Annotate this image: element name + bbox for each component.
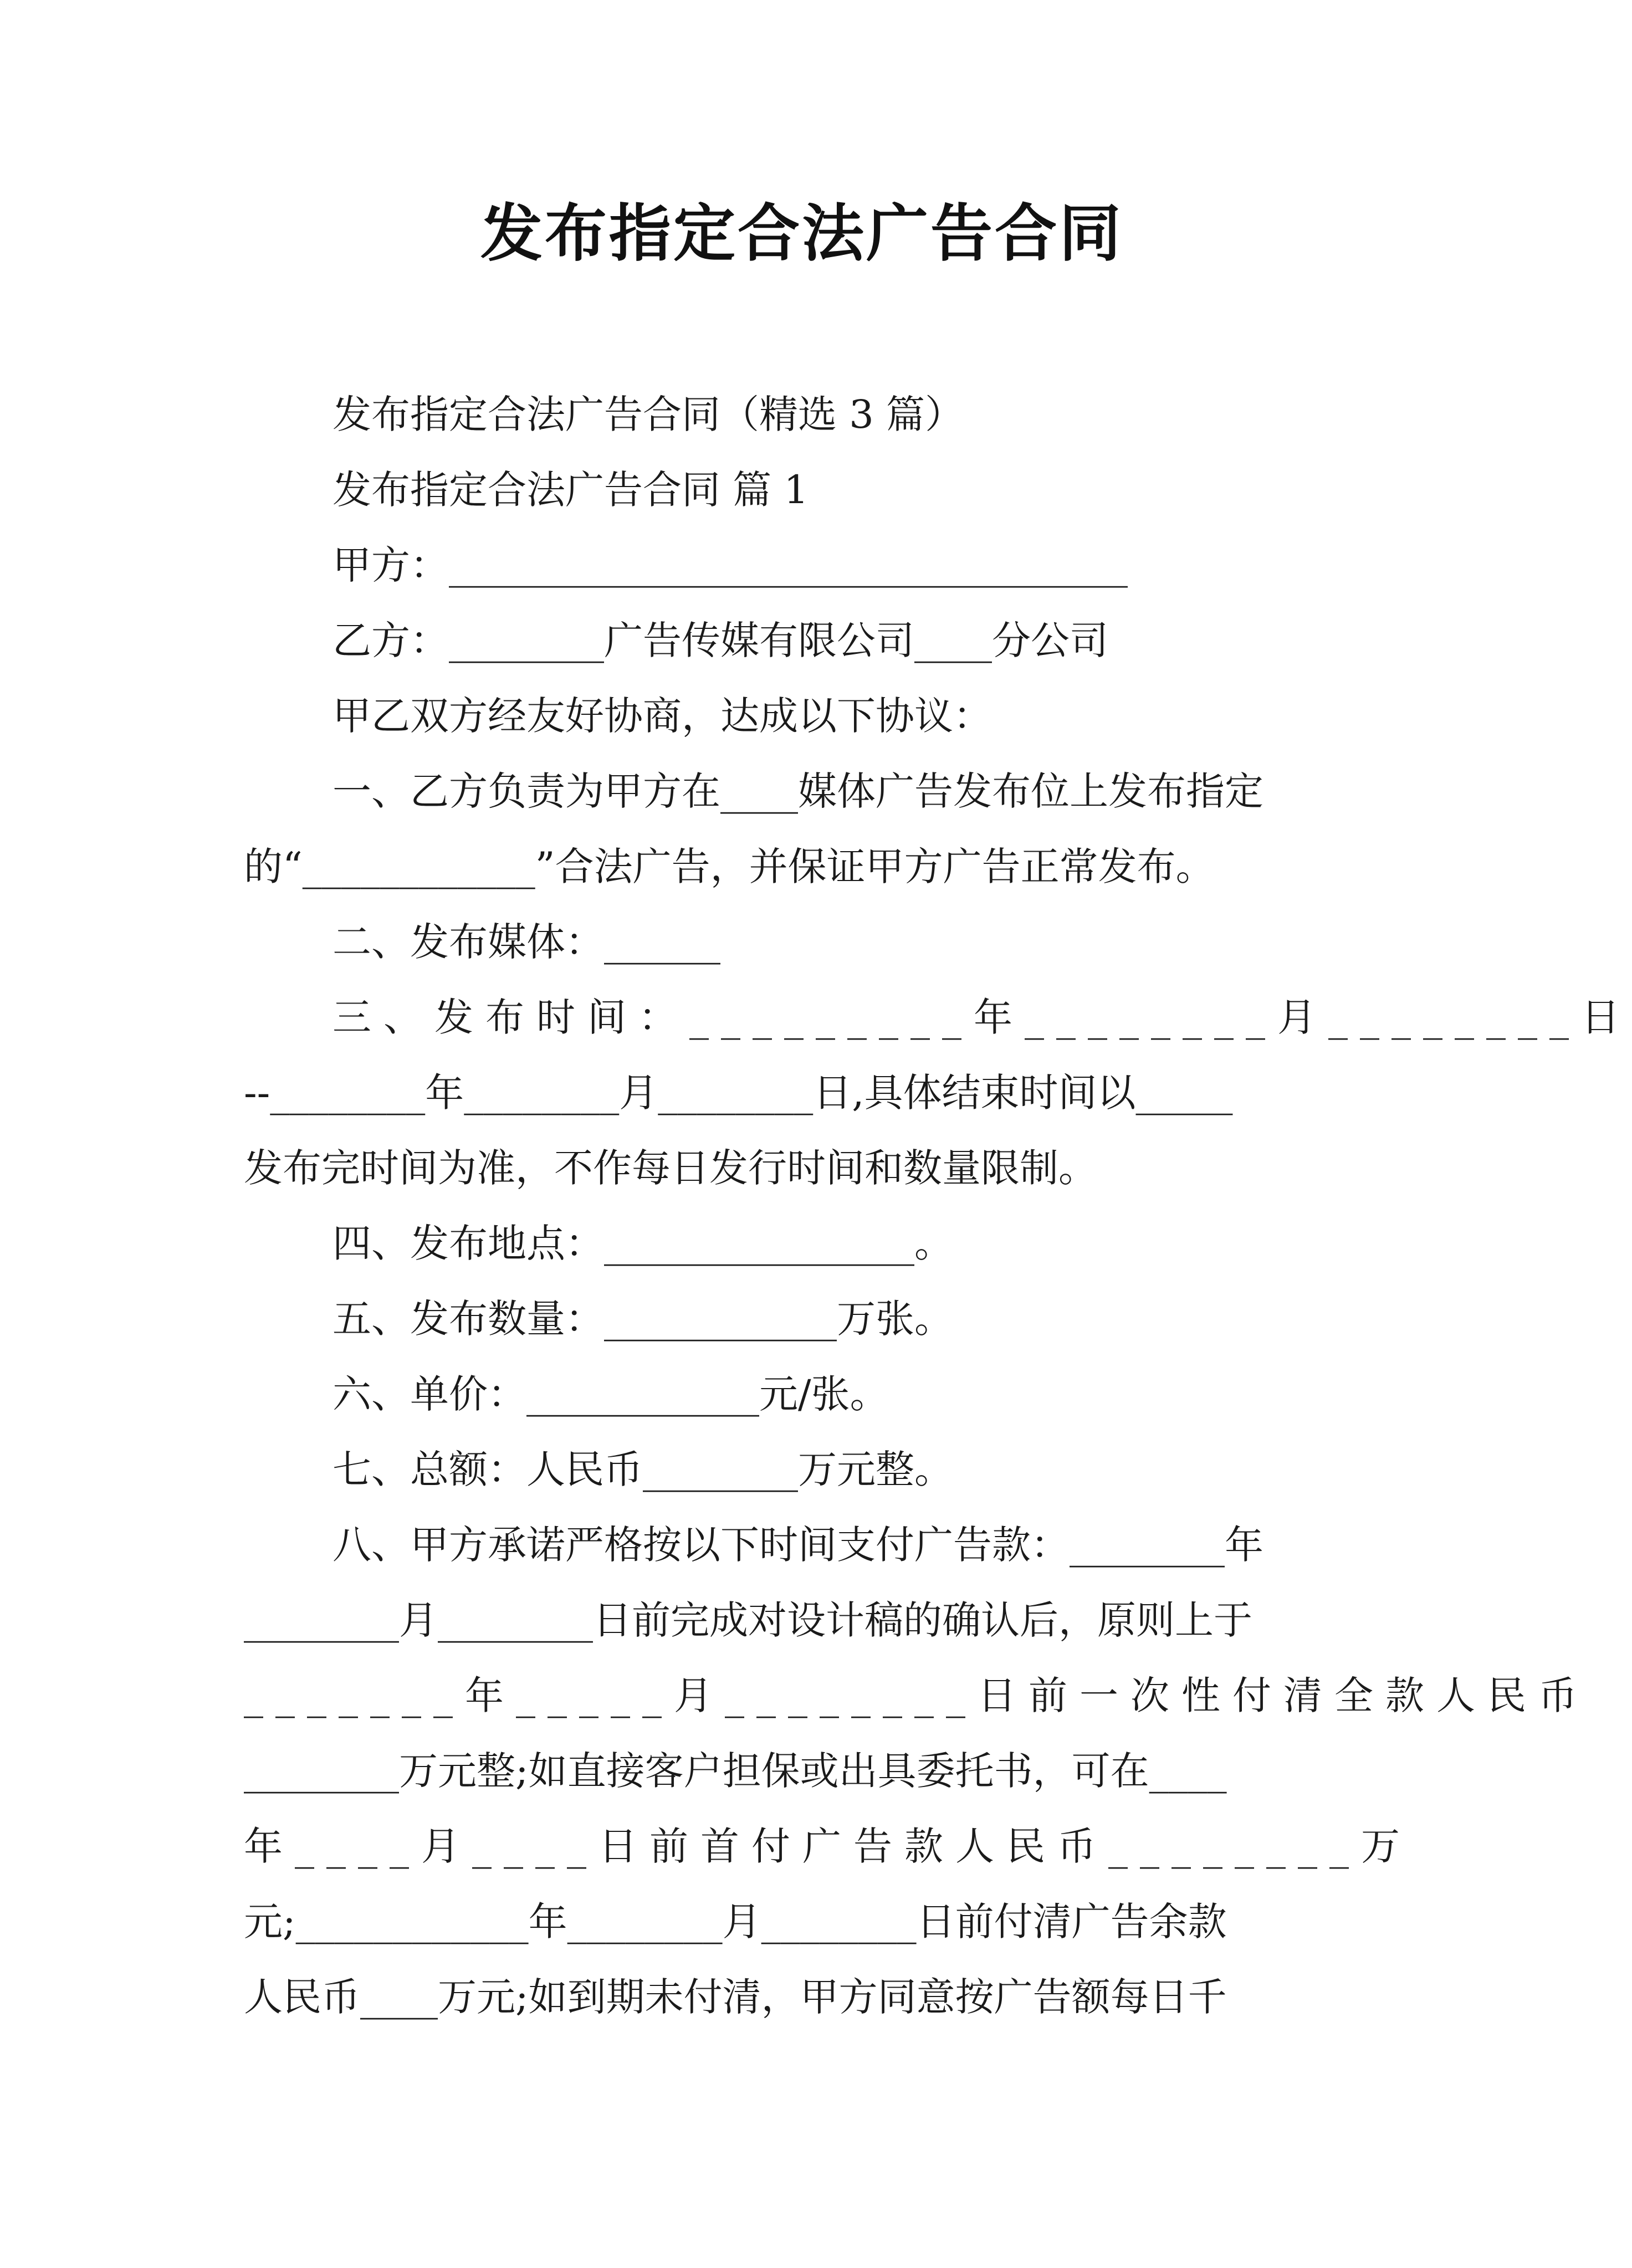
clause-1-line-1: 一、乙方负责为甲方在____媒体广告发布位上发布指定 bbox=[332, 769, 1263, 814]
document-title: 发布指定合法广告合同 bbox=[480, 198, 1123, 270]
clause-6-line: 六、单价：____________元/张。 bbox=[332, 1371, 889, 1417]
clause-7-line: 七、总额：人民币________万元整。 bbox=[332, 1447, 953, 1492]
clause-8-line-1: 八、甲方承诺严格按以下时间支付广告款：________年 bbox=[332, 1522, 1263, 1568]
clause-8-line-3: _______年_____月________日前一次性付清全款人民币 bbox=[244, 1673, 1589, 1718]
clause-8-line-4: ________万元整;如直接客户担保或出具委托书，可在____ bbox=[244, 1748, 1227, 1794]
clause-2-line: 二、发布媒体：______ bbox=[332, 919, 720, 965]
document-body bbox=[244, 377, 1632, 2035]
clause-8-line-5: 年____月____日前首付广告款人民币________万 bbox=[244, 1824, 1412, 1869]
clause-8-line-7: 人民币____万元;如到期未付清，甲方同意按广告额每日千 bbox=[244, 1974, 1227, 2020]
clause-5-line: 五、发布数量：____________万张。 bbox=[332, 1296, 953, 1342]
section-heading: 发布指定合法广告合同 篇 1 bbox=[332, 467, 809, 513]
clause-8-line-2: ________月________日前完成对设计稿的确认后，原则上于 bbox=[244, 1598, 1252, 1643]
clause-8-line-6: 元;____________年________月________日前付清广告余款 bbox=[244, 1899, 1227, 1944]
agreement-intro: 甲乙双方经友好协商，达成以下协议： bbox=[332, 693, 992, 739]
clause-1-line-2: 的“____________”合法广告，并保证甲方广告正常发布。 bbox=[244, 844, 1215, 889]
party-a-line: 甲方：___________________________________ bbox=[332, 542, 1128, 588]
clause-3-line-3: 发布完时间为准，不作每日发行时间和数量限制。 bbox=[244, 1145, 1097, 1191]
clause-3-line-2: --________年________月________日,具体结束时间以_____ bbox=[244, 1070, 1233, 1115]
subtitle-line: 发布指定合法广告合同（精选 3 篇） bbox=[332, 392, 964, 437]
party-b-line: 乙方：________广告传媒有限公司____分公司 bbox=[332, 618, 1108, 663]
clause-3-line-1: 三、发布时间：_________年________月________日 bbox=[332, 995, 1632, 1040]
clause-4-line: 四、发布地点：________________。 bbox=[332, 1221, 953, 1266]
